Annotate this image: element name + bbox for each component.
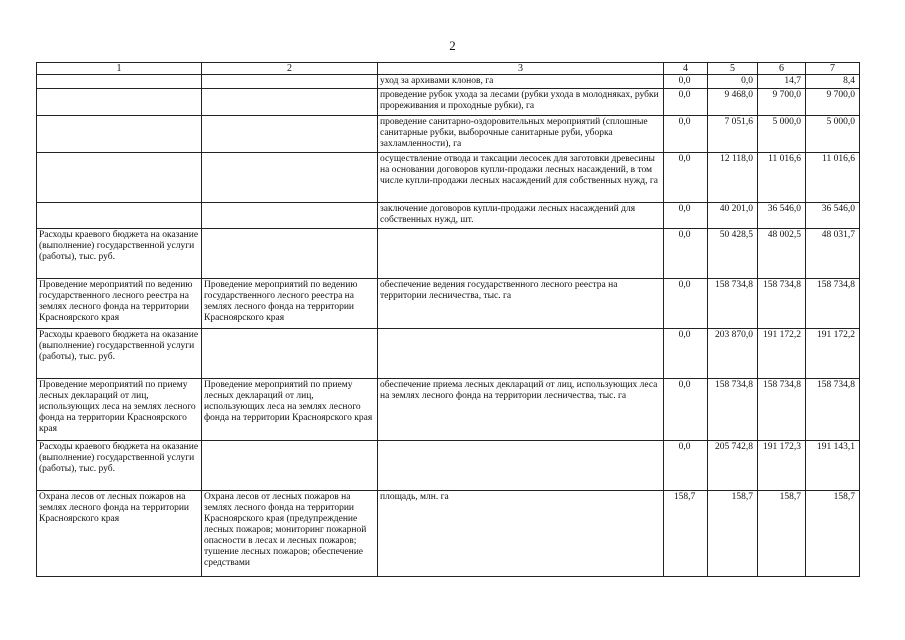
- cell-measure: Проведение мероприятий по приему лесных деклараций от лиц, использующих леса на землях лесного фонда на территории Красноярского края: [202, 379, 378, 441]
- cell-indicator: обеспечение ведения государственного лесного реестра на территории лесничества, тыс. га: [378, 279, 664, 329]
- cell-col6: 158 734,8: [758, 379, 806, 441]
- page-number: 2: [449, 38, 456, 53]
- cell-col7: 8,4: [806, 75, 860, 89]
- cell-measure: [202, 229, 378, 279]
- cell-col6: 11 016,6: [758, 153, 806, 203]
- cell-col4: 0,0: [664, 279, 708, 329]
- cell-measure: [202, 89, 378, 116]
- cell-col5: 205 742,8: [708, 441, 758, 491]
- cell-indicator: заключение договоров купли-продажи лесных насаждений для собственных нужд, шт.: [378, 203, 664, 229]
- header-cell-7: 7: [806, 63, 860, 75]
- cell-col5: 50 428,5: [708, 229, 758, 279]
- cell-col4: 0,0: [664, 203, 708, 229]
- cell-col6: 191 172,3: [758, 441, 806, 491]
- cell-activity: [37, 116, 202, 153]
- table-row: [37, 329, 860, 379]
- header-cell-3: 3: [378, 63, 664, 75]
- cell-col4: 0,0: [664, 329, 708, 379]
- cell-indicator: уход за архивами клонов, га: [378, 75, 664, 89]
- cell-col4: 158,7: [664, 491, 708, 577]
- cell-col4: 0,0: [664, 379, 708, 441]
- cell-measure: [202, 75, 378, 89]
- cell-measure: [202, 153, 378, 203]
- header-row: [37, 63, 860, 75]
- header-cell-2: 2: [202, 63, 378, 75]
- cell-col4: 0,0: [664, 116, 708, 153]
- cell-col5: 9 468,0: [708, 89, 758, 116]
- cell-col7: 5 000,0: [806, 116, 860, 153]
- table-row: [37, 75, 860, 89]
- cell-measure: Проведение мероприятий по ведению государственного лесного реестра на землях лесного фонда на территории Красноярского края: [202, 279, 378, 329]
- cell-indicator: обеспечение приема лесных деклараций от лиц, использующих леса на землях лесного фонда на территории лесничества, тыс. га: [378, 379, 664, 441]
- cell-col7: 158 734,8: [806, 379, 860, 441]
- cell-col7: 11 016,6: [806, 153, 860, 203]
- cell-col5: 158 734,8: [708, 379, 758, 441]
- cell-indicator: площадь, млн. га: [378, 491, 664, 577]
- cell-activity: Охрана лесов от лесных пожаров на землях лесного фонда на территории Красноярского края: [37, 491, 202, 577]
- cell-col5: 12 118,0: [708, 153, 758, 203]
- cell-activity: [37, 153, 202, 203]
- table-row: [37, 229, 860, 279]
- cell-indicator: [378, 329, 664, 379]
- cell-col4: 0,0: [664, 153, 708, 203]
- table-row: [37, 379, 860, 441]
- table-row: [37, 153, 860, 203]
- cell-col5: 203 870,0: [708, 329, 758, 379]
- cell-col6: 9 700,0: [758, 89, 806, 116]
- cell-indicator: осуществление отвода и таксации лесосек для заготовки древесины на основании договоров купли-продажи лесных насаждений, в том числе купли-продажи лесных насаждений для собственных нужд, га: [378, 153, 664, 203]
- cell-measure: [202, 116, 378, 153]
- cell-col6: 36 546,0: [758, 203, 806, 229]
- cell-col7: 191 172,2: [806, 329, 860, 379]
- cell-col7: 48 031,7: [806, 229, 860, 279]
- cell-col7: 36 546,0: [806, 203, 860, 229]
- cell-col5: 0,0: [708, 75, 758, 89]
- cell-col6: 48 002,5: [758, 229, 806, 279]
- cell-col4: 0,0: [664, 441, 708, 491]
- cell-measure: Охрана лесов от лесных пожаров на землях лесного фонда на территории Красноярского края (предупреждение лесных пожаров; мониторинг пожарной опасности в лесах и лесных пожаров; тушение лесных пожаров; обеспечение средствами: [202, 491, 378, 577]
- cell-col7: 191 143,1: [806, 441, 860, 491]
- cell-activity: Расходы краевого бюджета на оказание (выполнение) государственной услуги (работы), тыс. руб.: [37, 441, 202, 491]
- header-cell-5: 5: [708, 63, 758, 75]
- cell-col4: 0,0: [664, 89, 708, 116]
- cell-col6: 158,7: [758, 491, 806, 577]
- cell-col6: 191 172,2: [758, 329, 806, 379]
- cell-indicator: [378, 441, 664, 491]
- cell-col7: 9 700,0: [806, 89, 860, 116]
- cell-indicator: проведение санитарно-оздоровительных мероприятий (сплошные санитарные рубки, выборочные санитарные руби, уборка захламленности), га: [378, 116, 664, 153]
- table-row: [37, 203, 860, 229]
- table-row: [37, 116, 860, 153]
- cell-activity: Проведение мероприятий по ведению государственного лесного реестра на землях лесного фонда на территории Красноярского края: [37, 279, 202, 329]
- cell-indicator: [378, 229, 664, 279]
- cell-activity: Проведение мероприятий по приему лесных деклараций от лиц, использующих леса на землях лесного фонда на территории Красноярского края: [37, 379, 202, 441]
- cell-col4: 0,0: [664, 229, 708, 279]
- cell-measure: [202, 441, 378, 491]
- header-cell-4: 4: [664, 63, 708, 75]
- table-row: [37, 279, 860, 329]
- cell-col6: 158 734,8: [758, 279, 806, 329]
- cell-col5: 158,7: [708, 491, 758, 577]
- cell-col5: 158 734,8: [708, 279, 758, 329]
- cell-col6: 5 000,0: [758, 116, 806, 153]
- cell-activity: Расходы краевого бюджета на оказание (выполнение) государственной услуги (работы), тыс. руб.: [37, 329, 202, 379]
- cell-activity: Расходы краевого бюджета на оказание (выполнение) государственной услуги (работы), тыс. руб.: [37, 229, 202, 279]
- cell-col5: 7 051,6: [708, 116, 758, 153]
- table-row: [37, 89, 860, 116]
- data-table: [36, 62, 860, 577]
- table-row: [37, 491, 860, 577]
- cell-activity: [37, 75, 202, 89]
- cell-col5: 40 201,0: [708, 203, 758, 229]
- cell-col7: 158,7: [806, 491, 860, 577]
- cell-col4: 0,0: [664, 75, 708, 89]
- cell-col6: 14,7: [758, 75, 806, 89]
- header-cell-1: 1: [37, 63, 202, 75]
- cell-measure: [202, 203, 378, 229]
- cell-activity: [37, 203, 202, 229]
- cell-indicator: проведение рубок ухода за лесами (рубки ухода в молодняках, рубки прореживания и проходные рубки), га: [378, 89, 664, 116]
- table-row: [37, 441, 860, 491]
- cell-col7: 158 734,8: [806, 279, 860, 329]
- header-cell-6: 6: [758, 63, 806, 75]
- cell-activity: [37, 89, 202, 116]
- cell-measure: [202, 329, 378, 379]
